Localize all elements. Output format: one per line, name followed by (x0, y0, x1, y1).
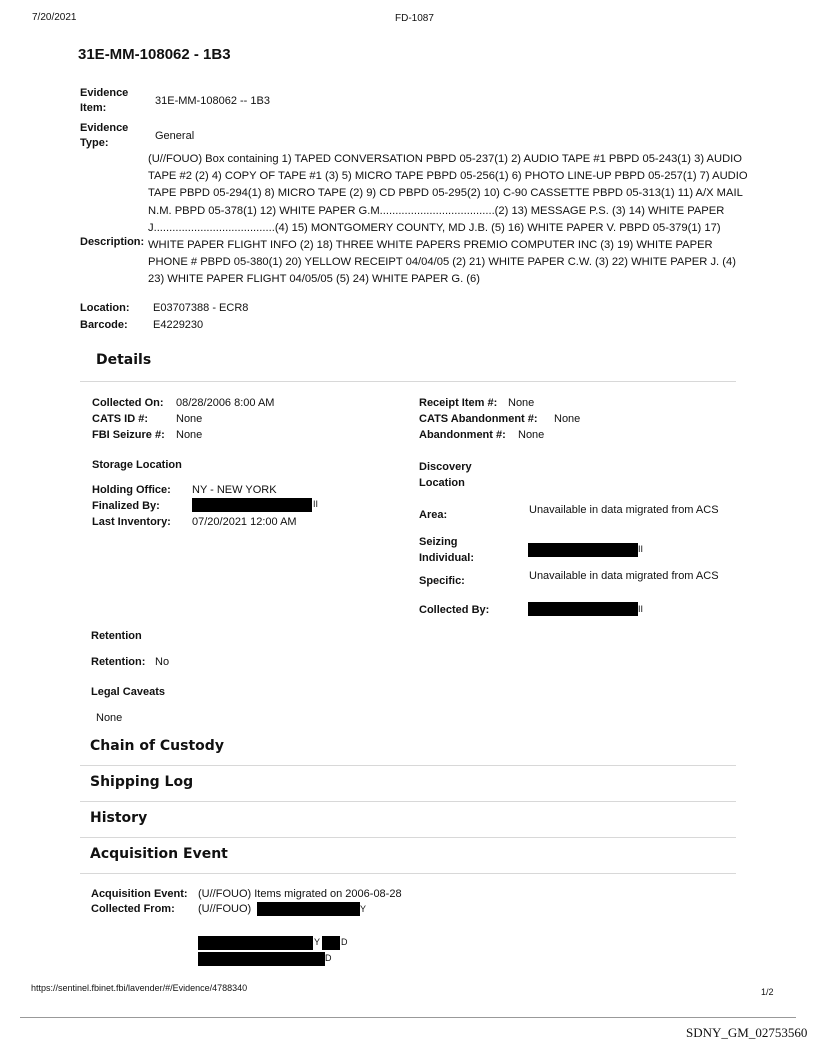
divider (80, 765, 736, 766)
description-label: Description: (80, 236, 145, 248)
specific-label: Specific: (419, 575, 465, 587)
footer-url: https://sentinel.fbinet.fbi/lavender/#/Evidence/4788340 (31, 983, 248, 993)
receipt-item-label: Receipt Item #: (419, 397, 498, 409)
legal-caveats-value: None (96, 712, 123, 724)
collected-from-suffix: Y (360, 904, 367, 914)
collected-on-label: Collected On: (92, 397, 164, 409)
legal-caveats-heading: Legal Caveats (91, 686, 165, 698)
bates-number: SDNY_GM_02753560 (686, 1025, 808, 1040)
retention-heading: Retention (91, 630, 142, 642)
acquisition-event-heading[interactable]: Acquisition Event (90, 846, 228, 862)
evidence-item-label: Evidence Item: (80, 87, 129, 114)
history-heading[interactable]: History (90, 810, 148, 826)
holding-office-label: Holding Office: (92, 484, 171, 496)
redacted-line-suffix: D (325, 953, 332, 963)
area-label: Area: (419, 509, 448, 521)
retention-value: No (155, 656, 170, 668)
evidence-type-label: Evidence Type: (80, 122, 129, 149)
form-number: FD-1087 (395, 13, 434, 24)
last-inventory-value: 07/20/2021 12:00 AM (192, 516, 297, 528)
acquisition-event-value: (U//FOUO) Items migrated on 2006-08-28 (198, 888, 402, 900)
collected-by-suffix: II (638, 604, 644, 614)
print-date: 7/20/2021 (32, 12, 77, 23)
redaction-block (198, 936, 313, 950)
divider (80, 801, 736, 802)
fbi-seizure-value: None (176, 429, 203, 441)
seizing-individual-label: Seizing Individual: (419, 536, 474, 564)
redaction-block (528, 602, 638, 616)
redaction-block (257, 902, 360, 916)
details-heading[interactable]: Details (96, 352, 152, 368)
finalized-by-label: Finalized By: (92, 500, 160, 512)
acquisition-event-label: Acquisition Event: (91, 888, 188, 900)
redacted-line-suffix: Y (314, 937, 321, 947)
evidence-item-value: 31E-MM-108062 -- 1B3 (155, 95, 270, 107)
cats-id-value: None (176, 413, 203, 425)
receipt-item-value: None (508, 397, 535, 409)
fbi-seizure-label: FBI Seizure #: (92, 429, 165, 441)
area-value: Unavailable in data migrated from ACS (529, 504, 719, 516)
redaction-block (322, 936, 340, 950)
divider (80, 381, 736, 382)
abandonment-label: Abandonment #: (419, 429, 506, 441)
redacted-line-suffix: D (341, 937, 348, 947)
barcode-label: Barcode: (80, 319, 128, 331)
divider (80, 873, 736, 874)
description-value: (U//FOUO) Box containing 1) TAPED CONVERSATION PBPD 05-237(1) 2) AUDIO TAPE #1 PBPD 05-243(1) 3) AUDIO TAPE #2 (2) 4) COPY OF TAPE #1 (3) 5) MICRO TAPE PBPD 05-256(1) 6) PHOTO LINE-UP PBPD 05-257(1) 7) AUDIO TAPE PBPD 05-294(1) 8) MICRO TAPE (2) 9) CD PBPD 05-295(2) 10) C-90 CASSETTE PBPD 05-313(1) 11) A/X MAIL N.M. PBPD 05-378(1) 12) WHITE PAPER G.M.....................................(2) 13) MESSAGE P.S. (3) 14) WHITE PAPER J.......................................(4) 15) MONTGOMERY COUNTY, MD J.B. (5) 16) WHITE PAPER V. PBPD 05-379(1) 17) WHITE PAPER FLIGHT INFO (2) 18) THREE WHITE PAPERS PREMIO COMPUTER INC (3) 19) WHITE PAPER PHONE # PBPD 05-380(1) 20) YELLOW RECEIPT 04/04/05 (2) 21) WHITE PAPER C.W. (3) 22) WHITE PAPER J. (4) 23) WHITE PAPER FLIGHT 04/05/05 (5) 24) WHITE PAPER G. (6) (148, 153, 748, 286)
retention-label: Retention: (91, 656, 146, 668)
cats-abandonment-value: None (554, 413, 581, 425)
last-inventory-label: Last Inventory: (92, 516, 171, 528)
storage-location-heading: Storage Location (92, 459, 182, 471)
collected-from-value: (U//FOUO) (198, 903, 252, 915)
redaction-block (528, 543, 638, 557)
specific-value: Unavailable in data migrated from ACS (529, 570, 719, 582)
page-number: 1/2 (761, 987, 774, 997)
page-title: 31E-MM-108062 - 1B3 (78, 46, 231, 63)
seizing-individual-suffix: II (638, 544, 644, 554)
cats-id-label: CATS ID #: (92, 413, 149, 425)
redaction-block (192, 498, 312, 512)
collected-on-value: 08/28/2006 8:00 AM (176, 397, 275, 409)
location-value: E03707388 - ECR8 (153, 302, 249, 314)
collected-by-label: Collected By: (419, 604, 490, 616)
shipping-log-heading[interactable]: Shipping Log (90, 774, 194, 790)
divider (80, 837, 736, 838)
barcode-value: E4229230 (153, 319, 204, 331)
chain-of-custody-heading[interactable]: Chain of Custody (90, 738, 224, 754)
location-label: Location: (80, 302, 130, 314)
divider (20, 1017, 796, 1018)
evidence-type-value: General (155, 130, 195, 142)
abandonment-value: None (518, 429, 545, 441)
finalized-by-suffix: II (313, 499, 319, 509)
cats-abandonment-label: CATS Abandonment #: (419, 413, 538, 425)
holding-office-value: NY - NEW YORK (192, 484, 277, 496)
discovery-location-heading: Discovery Location (419, 461, 472, 489)
redaction-block (198, 952, 325, 966)
collected-from-label: Collected From: (91, 903, 175, 915)
